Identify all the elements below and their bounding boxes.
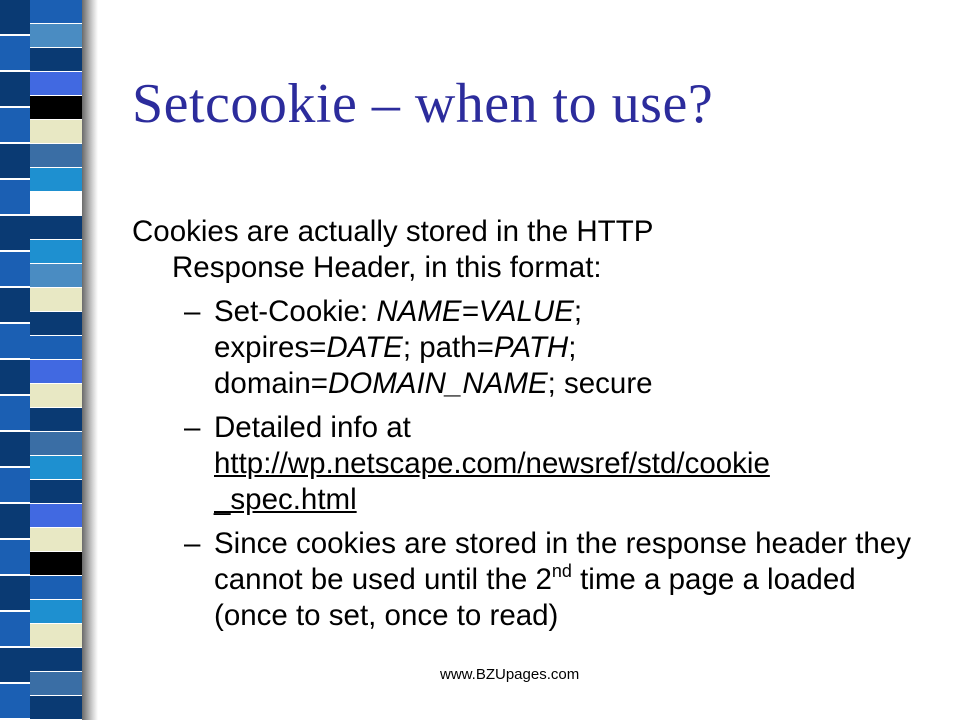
stripe-block — [30, 552, 82, 576]
text-sep: ; — [568, 331, 577, 364]
stripe-block — [30, 408, 82, 432]
stripe-block — [30, 504, 82, 528]
stripe-block — [30, 264, 82, 288]
stripe-block — [30, 600, 82, 624]
stripe-block — [30, 216, 82, 240]
stripe-block — [30, 312, 82, 336]
stripe-block — [30, 144, 82, 168]
stripe-shadow — [82, 0, 98, 720]
bullet-detailed-info — [132, 410, 932, 518]
bullet-response-header — [132, 526, 932, 634]
stripe-block — [30, 648, 82, 672]
intro-line-1: Cookies are actually stored in the HTTP — [132, 215, 654, 248]
stripe-block — [30, 432, 82, 456]
stripe-block — [30, 480, 82, 504]
stripe-block — [30, 528, 82, 552]
stripe-left-column — [0, 0, 30, 720]
bullet-set-cookie — [132, 294, 932, 402]
superscript-nd: nd — [551, 561, 572, 581]
text-path: ; path= — [402, 331, 494, 364]
footer-watermark: www.BZUpages.com — [440, 666, 580, 683]
bullet-dash: – — [184, 527, 201, 560]
text-set-cookie: Set-Cookie: — [214, 295, 377, 328]
text-secure: ; secure — [547, 367, 653, 400]
stripe-block — [30, 240, 82, 264]
stripe-block — [30, 360, 82, 384]
text-name-value: NAME=VALUE — [376, 295, 574, 328]
stripe-block — [30, 0, 82, 24]
intro-paragraph — [132, 214, 932, 286]
stripe-block — [30, 624, 82, 648]
bullet-text-after: time a page a loaded (once to set, once to read) — [214, 563, 856, 632]
decorative-stripe — [0, 0, 98, 720]
stripe-block — [30, 336, 82, 360]
stripe-block — [30, 672, 82, 696]
stripe-block — [30, 384, 82, 408]
stripe-block — [30, 120, 82, 144]
stripe-block — [30, 96, 82, 120]
cookie-spec-link[interactable]: http://wp.netscape.com/newsref/std/cookie _spec.html — [214, 447, 770, 516]
slide-body — [132, 214, 932, 642]
stripe-block — [30, 192, 82, 216]
slide-title: Setcookie – when to use? — [132, 73, 714, 135]
stripe-block — [30, 24, 82, 48]
stripe-block — [30, 72, 82, 96]
stripe-block — [30, 576, 82, 600]
stripe-block — [30, 288, 82, 312]
text-date: DATE — [326, 331, 403, 364]
stripe-block — [30, 48, 82, 72]
bullet-dash: – — [184, 295, 201, 328]
intro-line-2: Response Header, in this format: — [172, 251, 602, 284]
bullet-text-before: Since cookies are stored in the response header they cannot be used until the 2 — [214, 527, 911, 596]
stripe-block — [30, 696, 82, 720]
detailed-info-lead: Detailed info at — [214, 411, 411, 444]
bullet-dash: – — [184, 411, 201, 444]
stripe-block — [30, 168, 82, 192]
stripe-block — [30, 456, 82, 480]
text-sep: ; — [573, 295, 583, 328]
text-expires: expires= — [214, 331, 327, 364]
text-path-value: PATH — [493, 331, 569, 364]
text-domain: domain= — [214, 367, 328, 400]
text-domain-name: DOMAIN_NAME — [327, 367, 548, 400]
stripe-color-blocks — [30, 0, 82, 720]
